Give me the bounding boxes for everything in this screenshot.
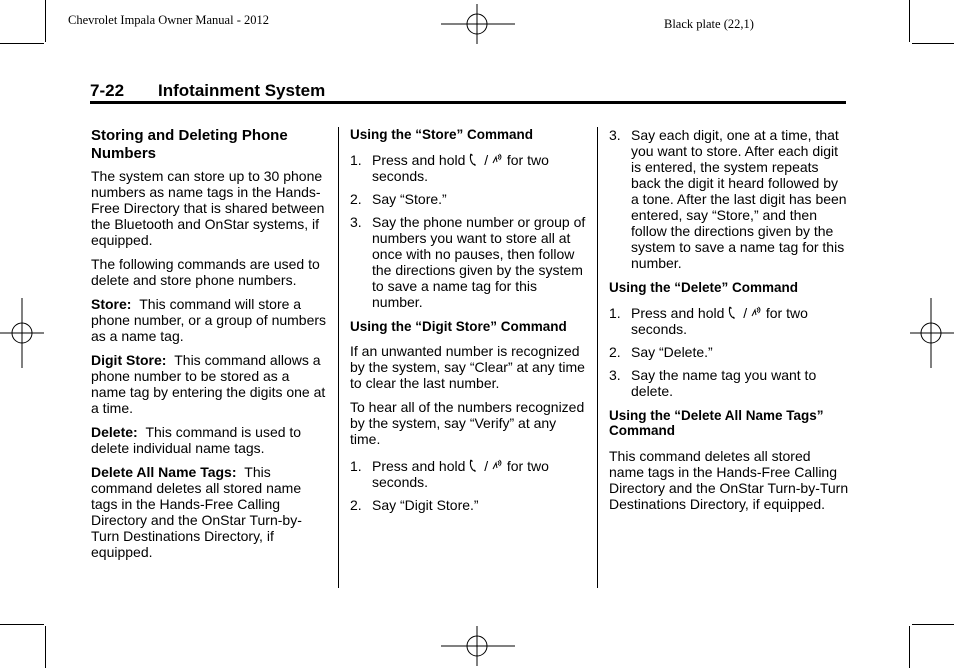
heading-storing-deleting: Storing and Deleting Phone Numbers — [91, 127, 288, 162]
column-divider — [597, 127, 598, 588]
header-manual-title: Chevrolet Impala Owner Manual - 2012 — [68, 13, 269, 27]
crop-mark — [912, 43, 954, 44]
heading-store-command: Using the “Store” Command — [350, 127, 534, 142]
voice-recognition-icon — [751, 306, 762, 319]
list-item — [350, 214, 586, 310]
list-item — [350, 152, 586, 184]
registration-mark-left — [0, 298, 44, 368]
step-text: Press and hold / for two seconds. — [372, 151, 549, 184]
step-number: 3. — [350, 213, 362, 230]
digit-clear-paragraph: If an unwanted number is recognized by the system, say “Clear” at any time to clear the last number. — [350, 343, 585, 391]
heading-digit-store-command: Using the “Digit Store” Command — [350, 318, 567, 334]
page-number: 7-22 — [90, 81, 125, 100]
list-item — [350, 497, 586, 513]
phone-handset-icon — [728, 306, 739, 319]
step-number: 1. — [350, 151, 362, 168]
heading-delete-command: Using the “Delete” Command — [609, 280, 799, 295]
delete-text: This command is used to delete individual name tags. — [91, 424, 302, 456]
crop-mark — [45, 626, 46, 668]
column-1 — [91, 127, 327, 568]
store-text: This command will store a phone number, or a group of numbers as a name tag. — [91, 296, 327, 344]
intro-paragraph: The system can store up to 30 phone numbers as name tags in the Hands-Free Directory that is shared between the Bluetooth and OnStar systems, if equipped. — [91, 168, 325, 248]
step-text: Press and hold / for two seconds. — [631, 304, 808, 337]
list-item — [350, 458, 586, 490]
step-number: 3. — [609, 366, 621, 383]
crop-mark — [0, 624, 44, 625]
list-item — [609, 127, 849, 271]
delete-all-text: This command deletes all stored name tags in the Hands-Free Calling Directory and the OnStar Turn-by-Turn Destinations Directory, if equipped. — [91, 464, 302, 560]
title-rule — [90, 101, 846, 104]
section-title: Infotainment System — [158, 81, 326, 100]
phone-handset-icon — [469, 459, 480, 472]
step-number: 1. — [609, 304, 621, 321]
registration-mark-right — [910, 298, 954, 368]
list-item — [609, 367, 849, 399]
delete-all-paragraph: This command deletes all stored name tags in the Hands-Free Calling Directory and the OnStar Turn-by-Turn Destinations Directory, if equipped. — [609, 447, 849, 512]
icon-separator: / — [743, 304, 748, 321]
delete-all-term: Delete All Name Tags: — [91, 464, 237, 480]
crop-mark — [909, 626, 910, 668]
heading-delete-all-command: Using the “Delete All Name Tags” Command — [609, 407, 824, 438]
list-item — [609, 344, 849, 360]
icon-separator: / — [484, 151, 489, 168]
voice-recognition-icon — [492, 459, 503, 472]
step-number: 2. — [350, 497, 362, 513]
phone-handset-icon — [469, 153, 480, 166]
digit-store-text: This command allows a phone number to be stored as a name tag by entering the digits one at a time. — [91, 352, 326, 416]
column-divider — [338, 127, 339, 588]
step-text: Say “Digit Store.” — [372, 497, 479, 513]
step-text: Press and hold / for two seconds. — [372, 458, 549, 490]
store-definition — [91, 296, 327, 344]
commands-paragraph: The following commands are used to delete and store phone numbers. — [91, 256, 320, 288]
delete-term: Delete: — [91, 424, 138, 440]
header-plate-info: Black plate (22,1) — [664, 17, 754, 31]
column-3 — [609, 127, 849, 520]
step-number: 2. — [350, 190, 362, 207]
step-text: Say “Delete.” — [631, 343, 713, 360]
crop-mark — [912, 624, 954, 625]
crop-mark — [45, 0, 46, 42]
step-text: Say the phone number or group of numbers you want to store all at once with no pauses, then follow the directions given by the system to save a name tag for this number. — [372, 213, 586, 310]
digit-store-definition — [91, 352, 327, 416]
store-term: Store: — [91, 296, 132, 312]
list-item — [350, 191, 586, 207]
crop-mark — [0, 43, 44, 44]
step-text: Say “Store.” — [372, 190, 447, 207]
step-text: Say each digit, one at a time, that you want to store. After each digit is entered, the system repeats back the digit it heard followed by a tone. After the last digit has been entered, say “Store,” and then follow the directions given by the system to save a name tag for this number. — [631, 127, 847, 271]
voice-recognition-icon — [492, 153, 503, 166]
step-number: 2. — [609, 343, 621, 360]
step-text: Say the name tag you want to delete. — [631, 366, 817, 399]
registration-mark-top — [441, 4, 515, 44]
registration-mark-bottom — [441, 626, 515, 666]
icon-separator: / — [484, 458, 489, 474]
step-number: 1. — [350, 458, 362, 474]
crop-mark — [909, 0, 910, 42]
delete-all-definition — [91, 464, 327, 560]
digit-verify-paragraph: To hear all of the numbers recognized by the system, say “Verify” at any time. — [350, 399, 585, 447]
column-2 — [350, 127, 586, 520]
step-number: 3. — [609, 127, 621, 143]
list-item — [609, 305, 849, 337]
digit-store-term: Digit Store: — [91, 352, 167, 368]
delete-definition — [91, 424, 327, 456]
